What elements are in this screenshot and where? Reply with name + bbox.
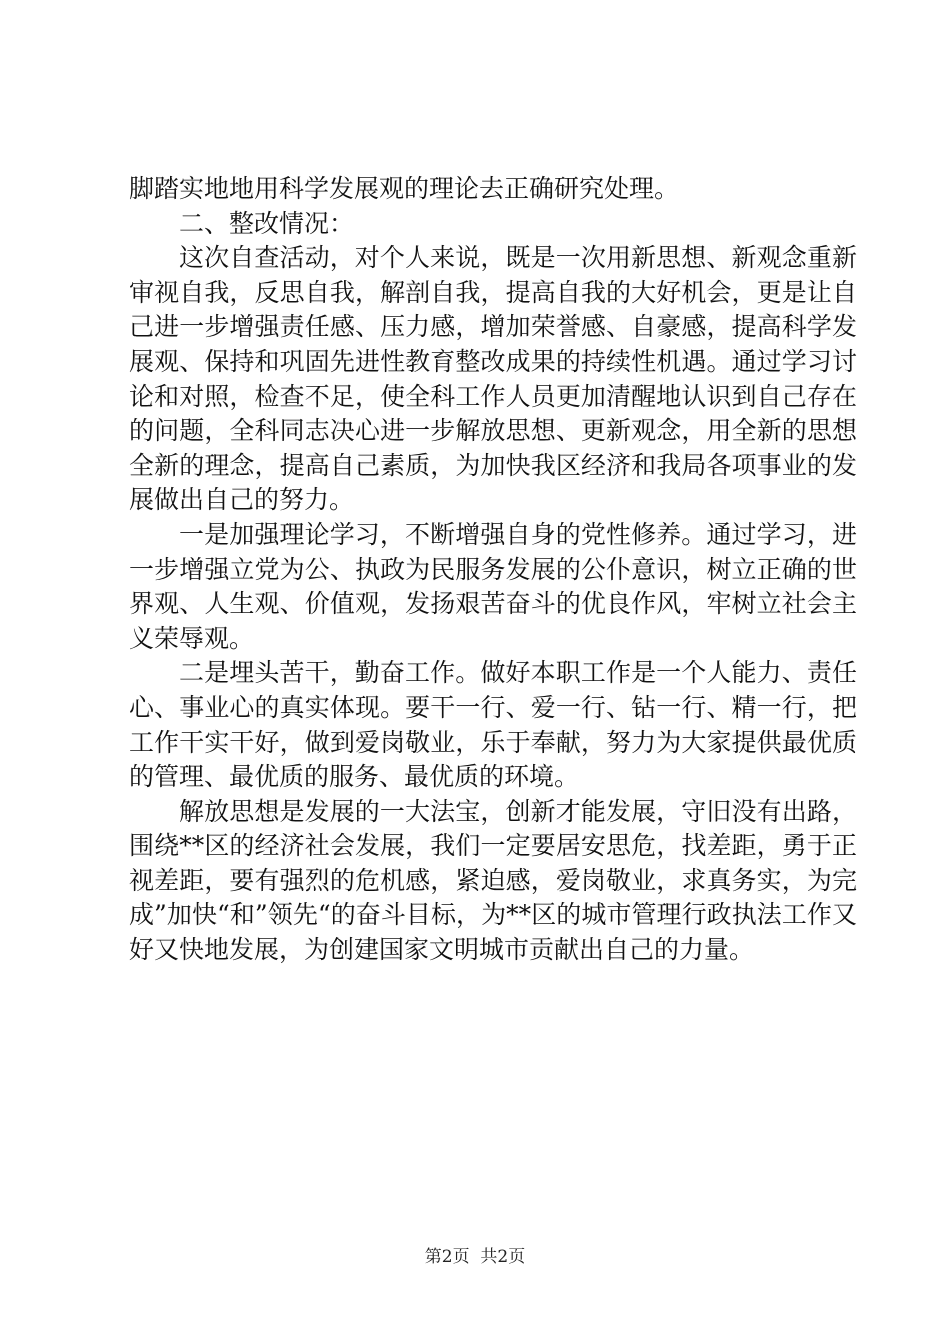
paragraph-continuation: 脚踏实地地用科学发展观的理论去正确研究处理。 <box>129 174 680 203</box>
paragraph-self-inspection: 这次自查活动，对个人来说，既是一次用新思想、新观念重新审视自我，反思自我，解剖自我，提高自我的大好机会，更是让自己进一步增强责任感、压力感，增加荣誉感、自豪感，提高科学发展观、保持和巩固先进性教育整改成果的持续性机遇。通过学习讨论和对照，检查不足，使全科工作人员更加清醒地认识到自己存在的问题，全科同志决心进一步解放思想、更新观念，用全新的思想全新的理念，提高自己素质，为加快我区经济和我局各项事业的发展做出自己的努力。 <box>129 243 857 515</box>
paragraph-theory-study: 一是加强理论学习，不断增强自身的党性修养。通过学习，进一步增强立党为公、执政为民服务发展的公仆意识，树立正确的世界观、人生观、价值观，发扬艰苦奋斗的优良作风，牢树立社会主义荣辱观。 <box>129 519 857 653</box>
section-heading-rectification: 二、整改情况： <box>179 208 355 238</box>
paragraph-hard-work: 二是埋头苦干，勤奋工作。做好本职工作是一个人能力、责任心、事业心的真实体现。要干一行、爱一行、钻一行、精一行，把工作干实干好，做到爱岗敬业，乐于奉献，努力为大家提供最优质的管理、最优质的服务、最优质的环境。 <box>129 658 857 792</box>
paragraph-conclusion: 解放思想是发展的一大法宝，创新才能发展，守旧没有出路，围绕**区的经济社会发展，我们一定要居安思危，找差距，勇于正视差距，要有强烈的危机感，紧迫感，爱岗敬业，求真务实，为完成”加快“和”领先“的奋斗目标，为**区的城市管理行政执法工作又好又快地发展，为创建国家文明城市贡献出自己的力量。 <box>129 796 857 965</box>
page-number-footer: 第2页 共2页 <box>424 1247 526 1267</box>
document-body <box>129 172 857 968</box>
